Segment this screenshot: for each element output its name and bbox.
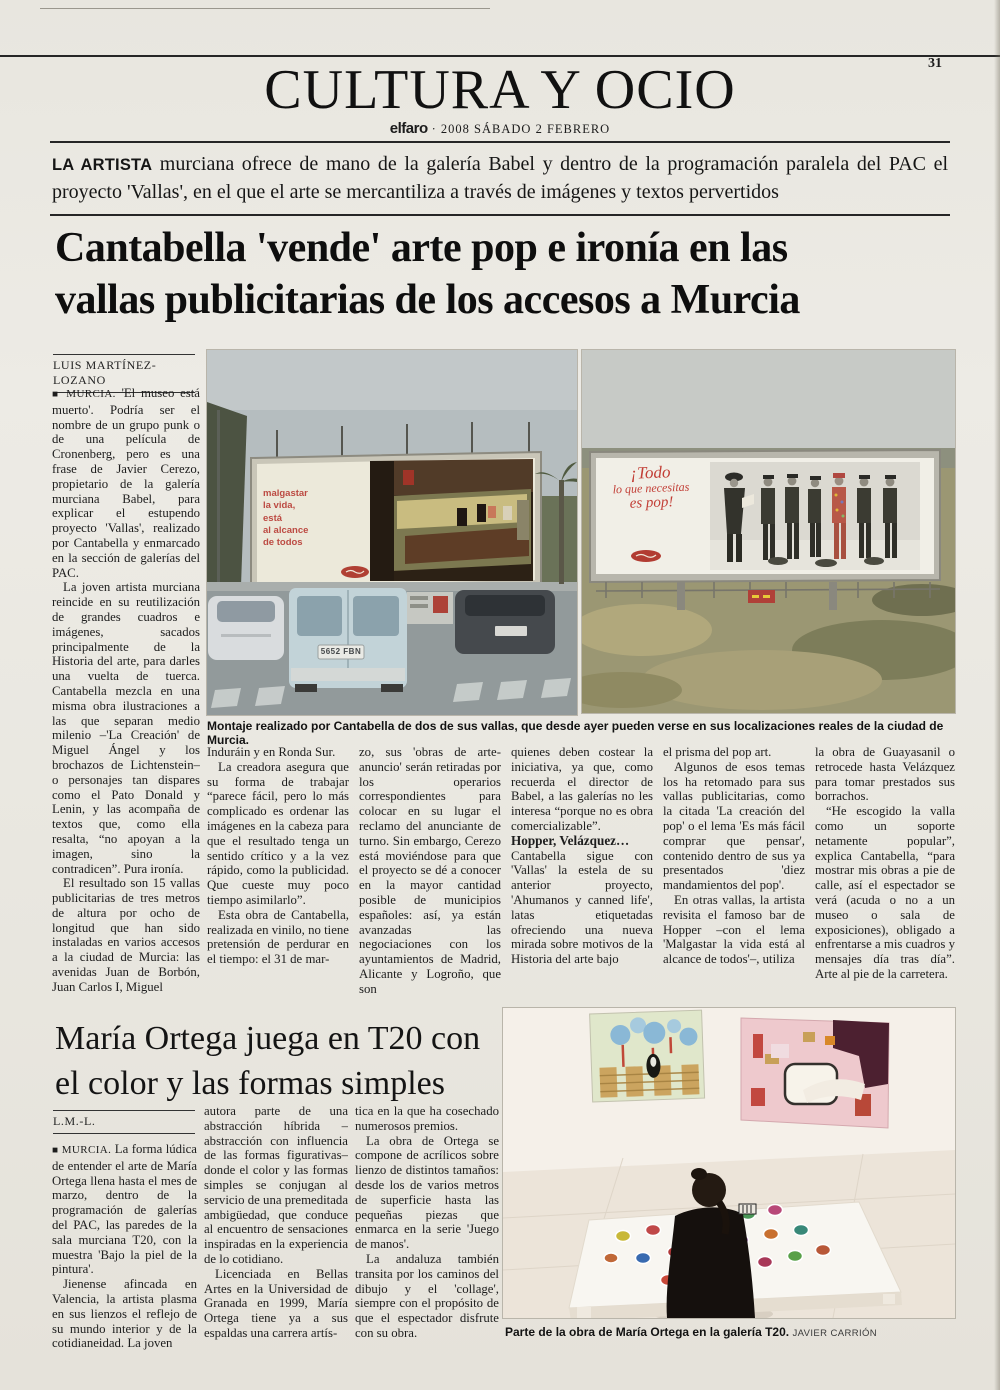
paragraph: La andaluza también transita por los caminos del dibujo y el 'collage', siempre con el propósito de que el espectador disfrute con su obra. <box>355 1251 499 1340</box>
figure-barman <box>503 506 512 520</box>
paragraph: Jienense afincada en Valencia, la artista plasma en sus lienzos el reflejo de su mundo interior y de la cotidianeidad. La joven <box>52 1277 197 1351</box>
billboard-pole <box>829 582 837 610</box>
main-headline <box>55 222 955 326</box>
article1-column1 <box>52 386 200 1002</box>
billboard-pole <box>677 582 685 610</box>
utility-pole <box>217 410 220 586</box>
paragraph: La obra de Ortega se compone de acrílicos sobre lienzo de distintos tamaños: desde los de varios metros de superficie hasta las pequeñas piezas que enmarca en la serie 'Juego de manos'. <box>355 1133 499 1252</box>
paragraph: la obra de Guayasanil o retrocede hasta Velázquez para tomar prestados sus borrachos. <box>815 745 955 804</box>
paragraph: “He escogido la valla como un soporte netamente popular”, explica Cantabella, “para mostrar mis obras a pie de calle, así el espectador se verá (acuda o no a un museo o sala de exposiciones), obligado a enfrentarse a mis cuadros y mensajes día tras día”. Arte al pie de la carretera. <box>815 804 955 981</box>
paragraph-marker: ■ <box>52 389 61 400</box>
article1-column3 <box>359 745 501 1003</box>
trees-left <box>207 402 247 586</box>
billboard-hopper-slogan: malgastar la vida, está al alcance de todos <box>263 488 309 549</box>
license-plate: 5652 FBN <box>320 647 362 656</box>
dateline-location: MURCIA. <box>61 1144 112 1156</box>
machine <box>407 592 453 624</box>
dateline <box>0 120 1000 138</box>
paragraph: el prisma del pop art. <box>663 745 772 759</box>
paragraph: Algunos de esos temas los ha retomado para sus vallas publicitarias, como la citada 'La creación del pop' o el lema 'Es más fácil comprar que pensar', contenido dentro de sus ya presentados 'diez mandamientos del pop'. <box>663 759 805 893</box>
red-sign <box>748 590 775 603</box>
divider <box>50 141 950 143</box>
photo-billboard-hopper <box>207 350 577 715</box>
scan-artifact-line <box>40 8 490 9</box>
article2-column2 <box>204 1104 348 1374</box>
paragraph: quienes deben costear la iniciativa, ya que, como recuerda el director de Babel, a las galerías no les interesa “porque no es obra comercializable”. <box>511 745 653 833</box>
standfirst <box>52 151 948 206</box>
soldiers-photo <box>710 462 920 570</box>
article1-column6 <box>815 745 955 1003</box>
greenery-right <box>537 496 577 588</box>
paragraph: El resultado son 15 vallas publicitarias de tres metros de altura por ocho de longitud que han sido instaladas en varios accesos a la ciudad de Murcia: las avenidas Juan de Borbón, Juan Carlos I, Miguel <box>52 876 200 994</box>
secondary-headline-line1: María Ortega juega en T20 con <box>55 1020 481 1057</box>
main-headline-line2: vallas publicitarias de los accesos a Murcia <box>55 277 800 323</box>
photo-caption-main: Montaje realizado por Cantabella de dos de sus vallas, que desde ayer pueden verse en sus localizaciones reales de la ciudad de Murcia. <box>207 719 944 747</box>
car-dark <box>455 590 555 654</box>
byline-2: L.M.-L. <box>53 1110 195 1134</box>
painting-green <box>590 1010 705 1102</box>
article2-column1 <box>52 1142 197 1374</box>
edition-date: · 2008 SÁBADO 2 FEBRERO <box>431 122 611 136</box>
paragraph: Induráin y en Ronda Sur. <box>207 745 336 759</box>
top-divider <box>0 55 1000 57</box>
photo-gallery-t20 <box>503 1008 955 1318</box>
dateline-location: MURCIA. <box>66 388 116 400</box>
gallery-caption-text: Parte de la obra de María Ortega en la galería T20. <box>505 1325 790 1339</box>
paragraph: 'El museo está muerto'. Podría ser el nombre de un grupo punk o de una película de Cronenberg, pero es una frase de Javier Cerezo, propietario de la galería murciana Babel, para explicar el estupendo proyecto 'Vallas', realizado por Cantabella y enmarcado en la sección de galerías del PAC. <box>52 386 200 580</box>
figure <box>457 508 467 526</box>
standfirst-text: murciana ofrece de mano de la galería Babel y dentro de la programación paralela del PAC el proyecto 'Vallas', en el que el arte se mercantiliza a través de imágenes y textos pervertidos <box>52 153 949 203</box>
secondary-headline-line2: el color y las formas simples <box>55 1065 445 1102</box>
figure <box>488 506 496 518</box>
paragraph-marker: ■ <box>52 1145 59 1156</box>
photo-caption-gallery <box>505 1325 955 1339</box>
coffee-urns <box>517 500 529 540</box>
byline-block-2 <box>53 1110 195 1134</box>
diner-sign <box>403 470 414 485</box>
main-headline-line1: Cantabella 'vende' arte pop e ironía en las <box>55 225 788 271</box>
held-object <box>739 1204 756 1214</box>
paragraph: La forma lúdica de entender el arte de María Ortega llena hasta el mes de marzo, dentro de la programación de galerías del PAC, las paredes de la sala murciana T20, con la muestra 'Bajo la piel de la pintura'. <box>52 1142 197 1277</box>
photo-credit: JAVIER CARRIÓN <box>792 1328 878 1339</box>
paragraph: En otras vallas, la artista revisita el famoso bar de Hopper –con el lema 'Malgastar la vida está al alcance de todos'–, utiliza <box>663 892 805 967</box>
paragraph: Licenciada en Bellas Artes en la Universidad de Granada en 1999, María Ortega tiene ya a sus espaldas una carrera artís- <box>204 1266 348 1340</box>
article1-column5 <box>663 745 805 1003</box>
painting-pink <box>741 1018 889 1128</box>
gallery-illustration <box>503 1008 955 1318</box>
subhead: Hopper, Velázquez… <box>511 832 630 848</box>
car-white <box>208 596 284 660</box>
standfirst-kicker: LA ARTISTA <box>52 156 153 174</box>
dark-street <box>370 461 394 581</box>
van <box>289 588 407 692</box>
paragraph: autora parte de una abstracción híbrida –abstracción con influencia de las formas figurativas– donde el color y las formas simples se conjugan al servicio de una premeditada ambigüedad, que conduce al encuentro de sensaciones inspiradas en la experiencia de lo cotidiano. <box>204 1104 348 1266</box>
billboard-pop-slogan: ¡Todo lo que necesitas es pop! <box>612 462 690 512</box>
nighthawks-painting <box>370 459 533 581</box>
article1-column4 <box>511 745 653 1003</box>
billboard-field-illustration <box>582 350 955 713</box>
paragraph: La joven artista murciana reincide en su reutilización de grandes cuadros e imágenes, sacados principalmente de la Historia del arte, para darles una vuelta de tuerca. Cantabella mezcla en una misma obra ilustraciones a las que separan medio milenio –'La Creación' de Miguel Ángel y los brochazos de Lichtenstein– o personajes tan dispares como el Pato Donald y Lenin, y las acompaña de textos que, como ella resalta, “no apoyan a la imagen, sino la contradicen”. Pura ironía. <box>52 580 200 876</box>
article2-column3 <box>355 1104 499 1374</box>
byline: LUIS MARTÍNEZ-LOZANO <box>53 354 195 393</box>
paragraph: Esta obra de Cantabella, realizada en vinilo, no tiene pretensión de perdurar en el tiempo: el 31 de mar- <box>207 907 349 967</box>
paper-name: elfaro <box>389 120 428 137</box>
figure <box>477 504 486 522</box>
paragraph: zo, sus 'obras de arte-anuncio' serán retiradas por los operarios correspondientes para colocar en su lugar el reclamo del anunciante de turno. Sin embargo, Cerezo está moviéndose para que el proyecto se dé a conocer en la mayor cantidad posible de municipios españoles: así, ya están avanzadas las negociaciones con los ayuntamientos de Madrid, Alicante y Logroño, que son <box>359 745 501 996</box>
section-masthead: CULTURA Y OCIO <box>264 59 736 121</box>
paragraph: tica en la que ha cosechado numerosos premios. <box>355 1104 499 1133</box>
scan-edge-shadow <box>994 0 1000 1390</box>
paragraph: Cantabella sigue con 'Vallas' la estela de su anterior proyecto, 'Ahumanos y canned life', latas etiquetadas ofreciendo una nueva mirada sobre motivos de la Historia del arte bajo <box>511 848 653 967</box>
divider <box>50 214 950 216</box>
photo-billboard-pop <box>582 350 955 713</box>
page-number: 31 <box>928 56 942 71</box>
paragraph: La creadora asegura que su forma de trabajar “parece fácil, pero lo más complicado es ordenar las imágenes en la cabeza para que el resultado tenga un sentido crítico y a la vez rápido, como la publicidad. Que cueste muy poco tiempo asimilarlo”. <box>207 759 349 907</box>
secondary-headline <box>55 1016 480 1106</box>
article1-column2 <box>207 745 349 1003</box>
